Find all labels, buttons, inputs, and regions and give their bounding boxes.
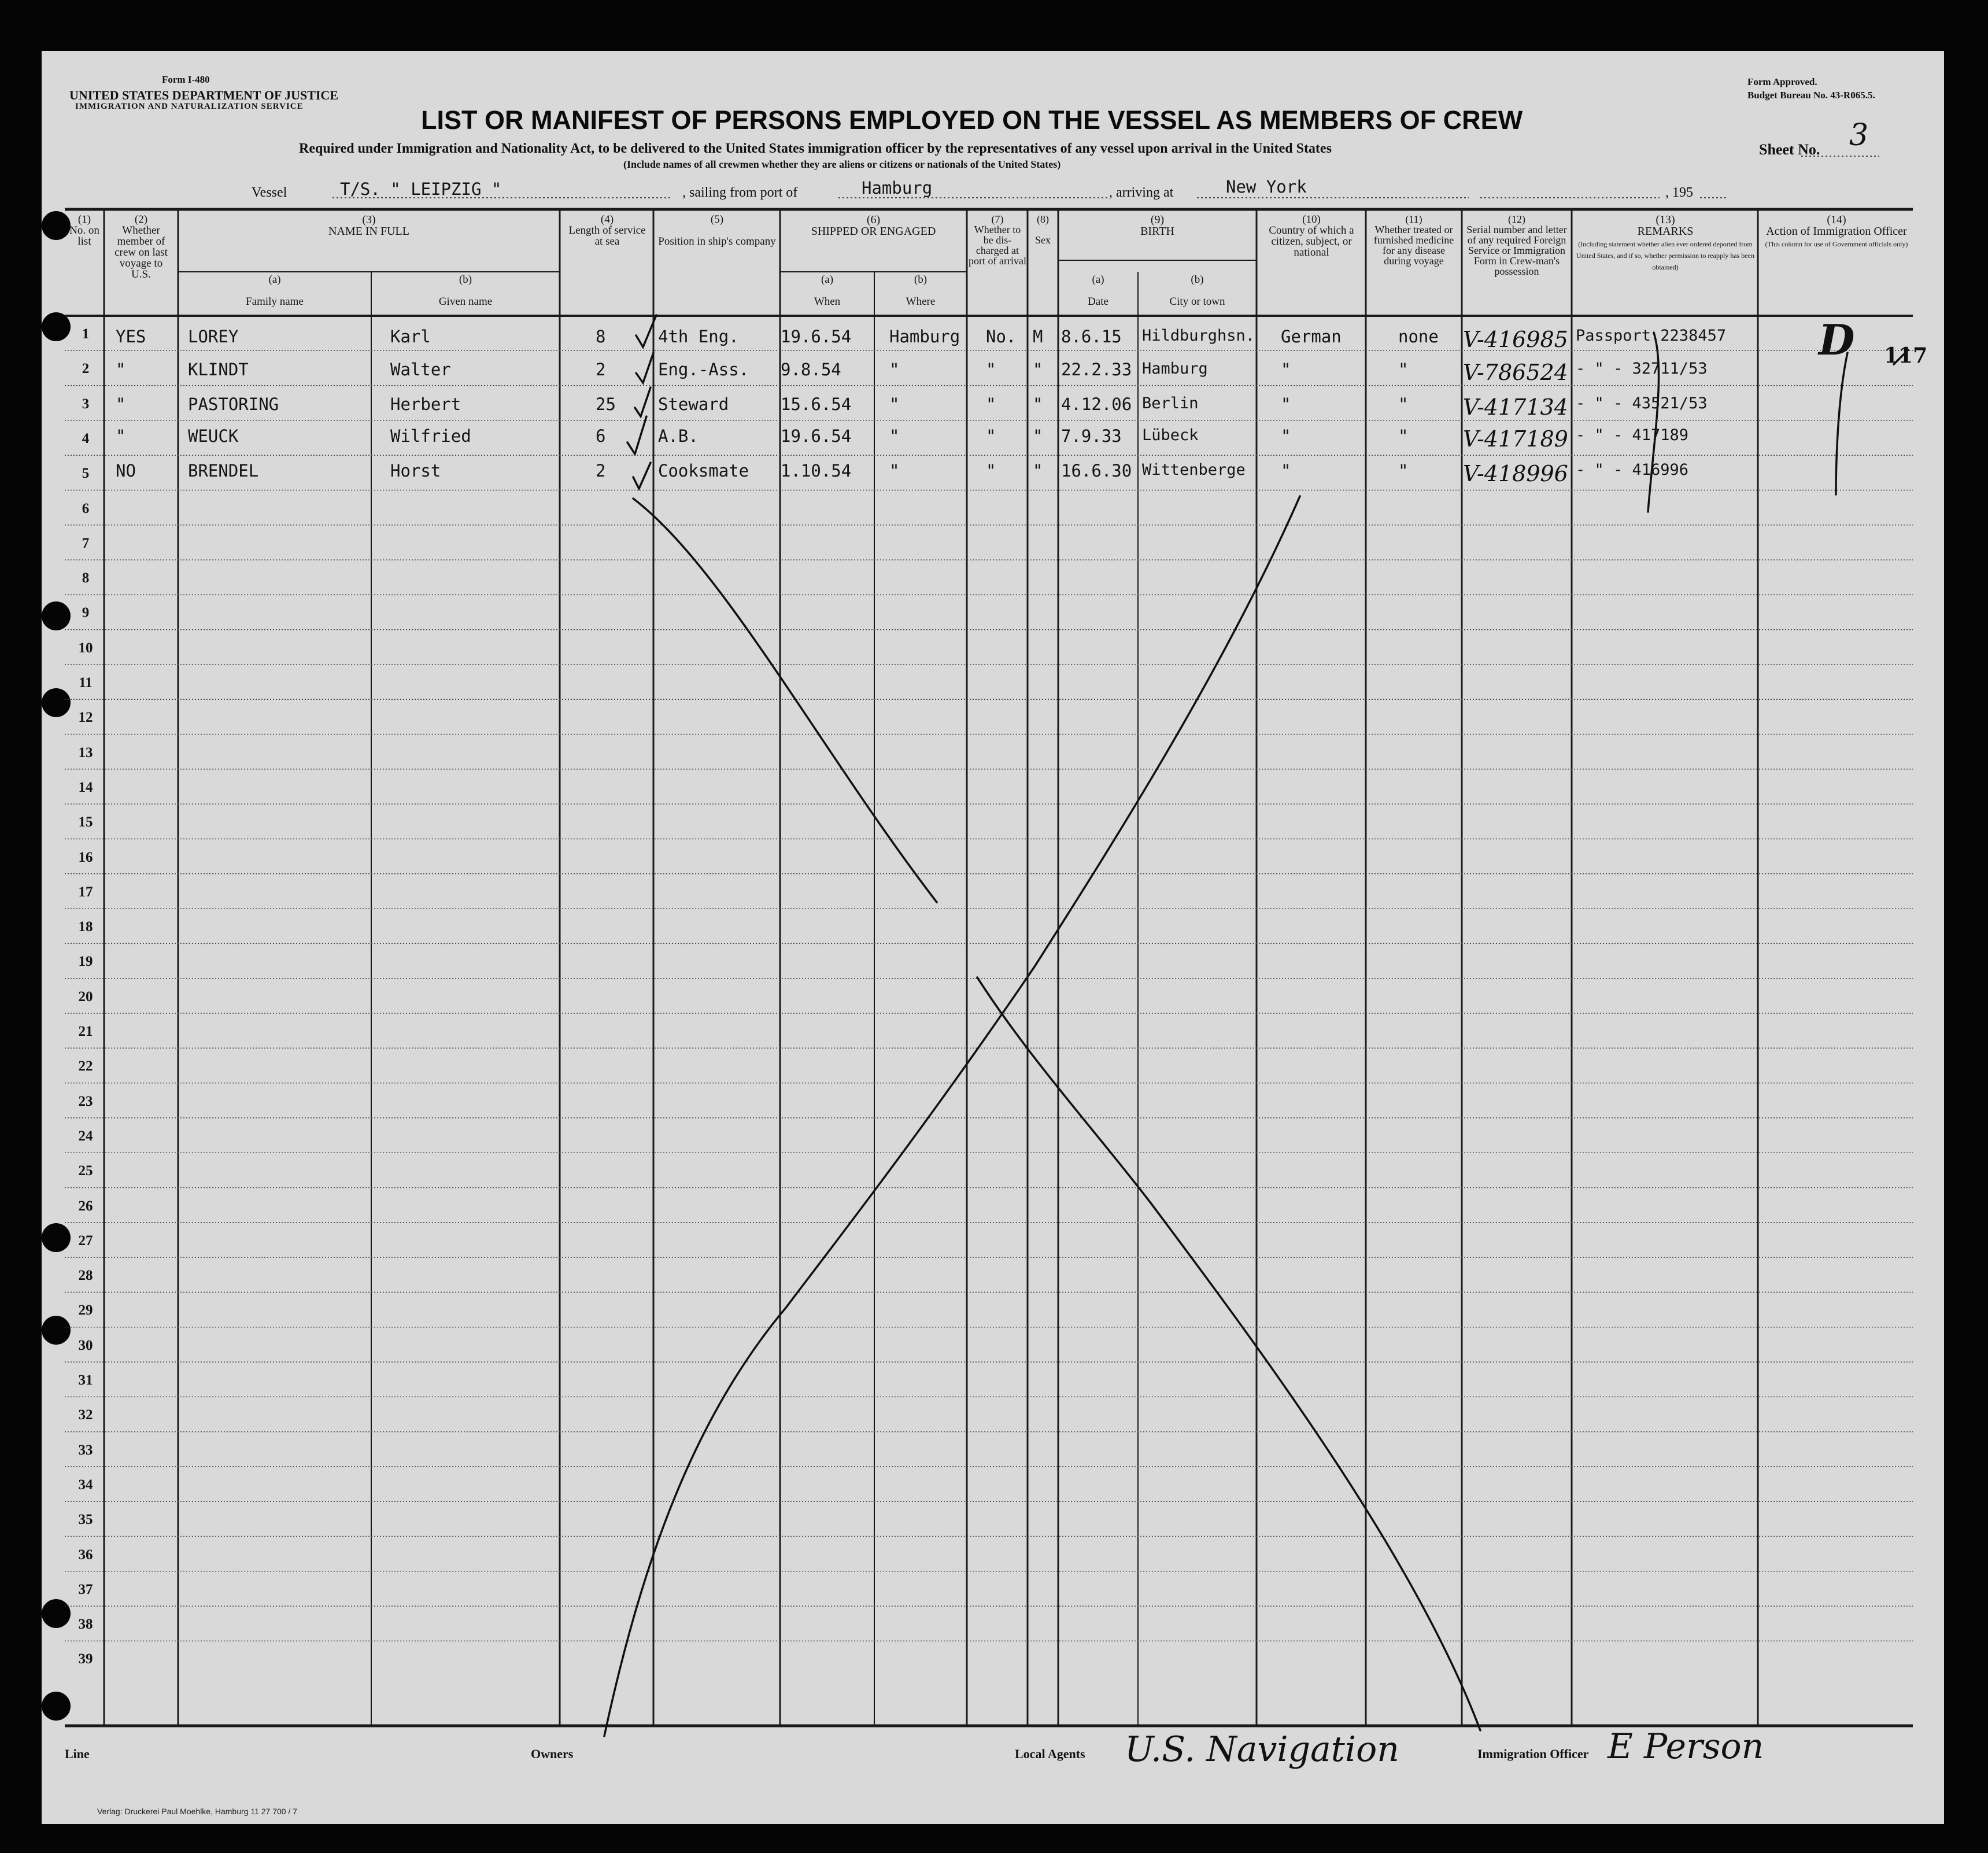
birth-date: 22.2.33 (1061, 360, 1132, 379)
row-number: 32 (78, 1407, 93, 1423)
col-header-treated: (11) Whether treated or furnished medicine for any disease during voyage (1373, 213, 1454, 267)
row-number: 21 (78, 1024, 93, 1039)
col-header-no: (1) No. on list (69, 213, 99, 248)
arriving-label: , arriving at (1109, 185, 1174, 200)
shipped-where: " (889, 426, 900, 446)
treated: " (1398, 394, 1409, 414)
row-number: 4 (82, 430, 90, 446)
row-number: 29 (78, 1302, 93, 1319)
row-number: 31 (78, 1372, 93, 1388)
row-number: 13 (78, 744, 93, 761)
family-name: LOREY (188, 327, 239, 346)
row-number: 8 (82, 570, 90, 586)
treated: none (1398, 327, 1439, 346)
country: " (1281, 461, 1291, 481)
row-number: 20 (78, 988, 93, 1005)
sailing-label: , sailing from port of (682, 185, 798, 200)
family-name: BRENDEL (188, 461, 259, 481)
position: Cooksmate (658, 461, 749, 481)
shipped-when: 1.10.54 (781, 461, 852, 481)
row-number: 27 (78, 1232, 93, 1249)
row-number: 35 (78, 1512, 93, 1528)
agency-name: UNITED STATES DEPARTMENT OF JUSTICE (69, 88, 338, 102)
position: Steward (658, 394, 729, 414)
position: Eng.-Ass. (658, 360, 749, 379)
service-name: IMMIGRATION AND NATURALIZATION SERVICE (75, 102, 304, 111)
given-name: Walter (390, 360, 451, 379)
remarks: - " - 416996 (1576, 461, 1689, 479)
col-header-sex: (8) Sex (1035, 213, 1051, 246)
birth-city: Hamburg (1142, 360, 1208, 378)
country: " (1281, 360, 1291, 379)
remarks: - " - 417189 (1576, 426, 1689, 444)
form-number: Form I-480 (162, 74, 210, 85)
budget-bureau: Budget Bureau No. 43-R065.5. (1747, 90, 1875, 101)
row-number: 33 (78, 1442, 93, 1458)
row-number: 26 (78, 1198, 93, 1214)
given-name: Herbert (390, 394, 461, 414)
row-number: 30 (78, 1337, 93, 1353)
row-number: 37 (78, 1581, 93, 1597)
action-number: 117 (1884, 344, 1928, 368)
row-number: 39 (78, 1651, 93, 1667)
row-number: 3 (82, 396, 90, 412)
shipped-when: 15.6.54 (781, 394, 852, 414)
row-number: 14 (78, 779, 93, 795)
officer-signature: E Person (1608, 1726, 1764, 1767)
col-header-shipped: (6) SHIPPED OR ENGAGED (811, 213, 936, 238)
remarks: - " - 32711/53 (1576, 360, 1708, 378)
row-number: 18 (78, 919, 93, 935)
discharge-flag: " (986, 426, 996, 446)
col-header-member: (2) Whether member of crew on last voyage to U.S. (114, 213, 168, 280)
printer-imprint: Verlag: Druckerei Paul Moehlke, Hamburg 11 27 700 / 7 (97, 1807, 298, 1816)
row-number: 7 (82, 535, 90, 551)
discharge-flag: " (986, 394, 996, 414)
birth-city: Berlin (1142, 394, 1199, 412)
col-header-given-name: (b) Given name (438, 274, 493, 308)
length-of-service: 2 (596, 360, 606, 379)
col-header-family-name: (a) Family name (246, 274, 304, 308)
row-number: 38 (78, 1616, 93, 1633)
given-name: Karl (390, 327, 431, 346)
family-name: WEUCK (188, 426, 239, 446)
family-name: PASTORING (188, 394, 279, 414)
country: " (1281, 394, 1291, 414)
sex: M (1033, 327, 1043, 346)
given-name: Horst (390, 461, 441, 481)
immigration-officer-label: Immigration Officer (1477, 1747, 1589, 1761)
birth-date: 7.9.33 (1061, 426, 1122, 446)
row-number: 15 (78, 814, 93, 830)
shipped-where: Hamburg (889, 327, 960, 346)
sex: " (1033, 426, 1043, 446)
shipped-when: 19.6.54 (781, 327, 852, 346)
col-header-action: (14) Action of Immigration Officer (This column for use of Government officials only) (1765, 213, 1908, 248)
serial-number: V-418996 (1463, 461, 1568, 486)
row-number: 1 (82, 326, 90, 342)
row-number: 19 (78, 954, 93, 970)
row-number: 23 (78, 1093, 93, 1109)
member-on-last-voyage: " (116, 360, 126, 379)
col-header-where: (b) Where (906, 274, 936, 308)
length-of-service: 6 (596, 426, 606, 446)
country: German (1281, 327, 1342, 346)
sex: " (1033, 394, 1043, 414)
sex: " (1033, 461, 1043, 481)
member-on-last-voyage: YES (116, 327, 146, 346)
row-number: 34 (78, 1477, 93, 1493)
family-name: KLINDT (188, 360, 249, 379)
discharge-flag: No. (986, 327, 1017, 346)
line-label: Line (65, 1747, 90, 1761)
treated: " (1398, 360, 1409, 379)
form-subtitle-note: (Include names of all crewmen whether they are aliens or citizens or nationals of the United States) (623, 158, 1061, 170)
serial-number: V-417189 (1463, 426, 1568, 452)
birth-date: 4.12.06 (1061, 394, 1132, 414)
row-number: 12 (78, 710, 93, 726)
serial-number: V-416985 (1463, 327, 1568, 352)
col-header-discharge: (7) Whether to be dis-charged at port of arrival (969, 213, 1026, 267)
row-number: 24 (78, 1128, 93, 1144)
treated: " (1398, 461, 1409, 481)
page-title: LIST OR MANIFEST OF PERSONS EMPLOYED ON THE VESSEL AS MEMBERS OF CREW (421, 105, 1523, 135)
agents-signature: U.S. Navigation (1125, 1729, 1399, 1770)
col-header-name: (3) NAME IN FULL (328, 213, 409, 238)
row-number: 28 (78, 1268, 93, 1284)
arriving-port: New York (1226, 177, 1307, 197)
row-number: 36 (78, 1546, 93, 1563)
member-on-last-voyage: " (116, 394, 126, 414)
serial-number: V-417134 (1463, 394, 1568, 420)
row-number: 16 (78, 849, 93, 865)
shipped-where: " (889, 461, 900, 481)
sex: " (1033, 360, 1043, 379)
col-header-position: (5) Position in ship's company (658, 213, 776, 248)
col-header-serial: (12) Serial number and letter of any required Foreign Service or Immigration Form in Crew-man's possession (1466, 213, 1567, 277)
member-on-last-voyage: NO (116, 461, 136, 481)
col-header-country: (10) Country of which a citizen, subject, or national (1269, 213, 1354, 259)
shipped-where: " (889, 394, 900, 414)
shipped-where: " (889, 360, 900, 379)
birth-date: 16.6.30 (1061, 461, 1132, 481)
col-header-service: (4) Length of service at sea (568, 213, 646, 248)
row-number: 5 (82, 466, 90, 482)
serial-number: V-786524 (1463, 360, 1568, 385)
row-number: 17 (78, 884, 93, 900)
birth-city: Lübeck (1142, 426, 1199, 444)
sheet-label: Sheet No. (1759, 141, 1820, 158)
given-name: Wilfried (390, 426, 471, 446)
vessel-label: Vessel (252, 185, 287, 200)
col-header-birth-city: (b) City or town (1169, 274, 1225, 308)
shipped-when: 19.6.54 (781, 426, 852, 446)
row-number: 10 (78, 640, 93, 656)
row-number: 25 (78, 1163, 93, 1179)
member-on-last-voyage: " (116, 426, 126, 446)
length-of-service: 25 (596, 394, 616, 414)
length-of-service: 8 (596, 327, 606, 346)
remarks: Passport 2238457 (1576, 327, 1727, 345)
col-header-remarks: (13) REMARKS (Including statement whether alien ever ordered deported from United States, and if so, whether permission to reapply has been obtained) (1576, 213, 1754, 271)
form-approved: Form Approved. (1747, 76, 1817, 87)
row-number: 6 (82, 500, 90, 516)
country: " (1281, 426, 1291, 446)
shipped-when: 9.8.54 (781, 360, 841, 379)
row-number: 11 (79, 675, 93, 691)
position: 4th Eng. (658, 327, 739, 346)
form-subtitle: Required under Immigration and Nationality Act, to be delivered to the United States immigration officer by the representatives of any vessel upon arrival in the United States (299, 141, 1332, 156)
position: A.B. (658, 426, 699, 446)
local-agents-label: Local Agents (1015, 1747, 1085, 1761)
col-header-when: (a) When (814, 274, 841, 308)
sheet-number: 3 (1849, 118, 1869, 153)
birth-date: 8.6.15 (1061, 327, 1122, 346)
row-number: 2 (82, 361, 90, 377)
length-of-service: 2 (596, 461, 606, 481)
discharge-flag: " (986, 461, 996, 481)
col-header-birth: (9) BIRTH (1140, 213, 1174, 238)
birth-city: Wittenberge (1142, 461, 1246, 479)
remarks: - " - 43521/53 (1576, 394, 1708, 412)
vessel-name: T/S. " LEIPZIG " (340, 179, 502, 199)
col-header-birth-date: (a) Date (1088, 274, 1108, 308)
year-label: , 195 (1665, 185, 1693, 200)
discharge-flag: " (986, 360, 996, 379)
treated: " (1398, 426, 1409, 446)
birth-city: Hildburghsn. (1142, 327, 1255, 345)
owners-label: Owners (531, 1747, 574, 1761)
sailing-port: Hamburg (862, 178, 933, 198)
row-number: 9 (82, 605, 90, 621)
action-mark: D (1819, 315, 1855, 364)
row-number: 22 (78, 1058, 93, 1075)
